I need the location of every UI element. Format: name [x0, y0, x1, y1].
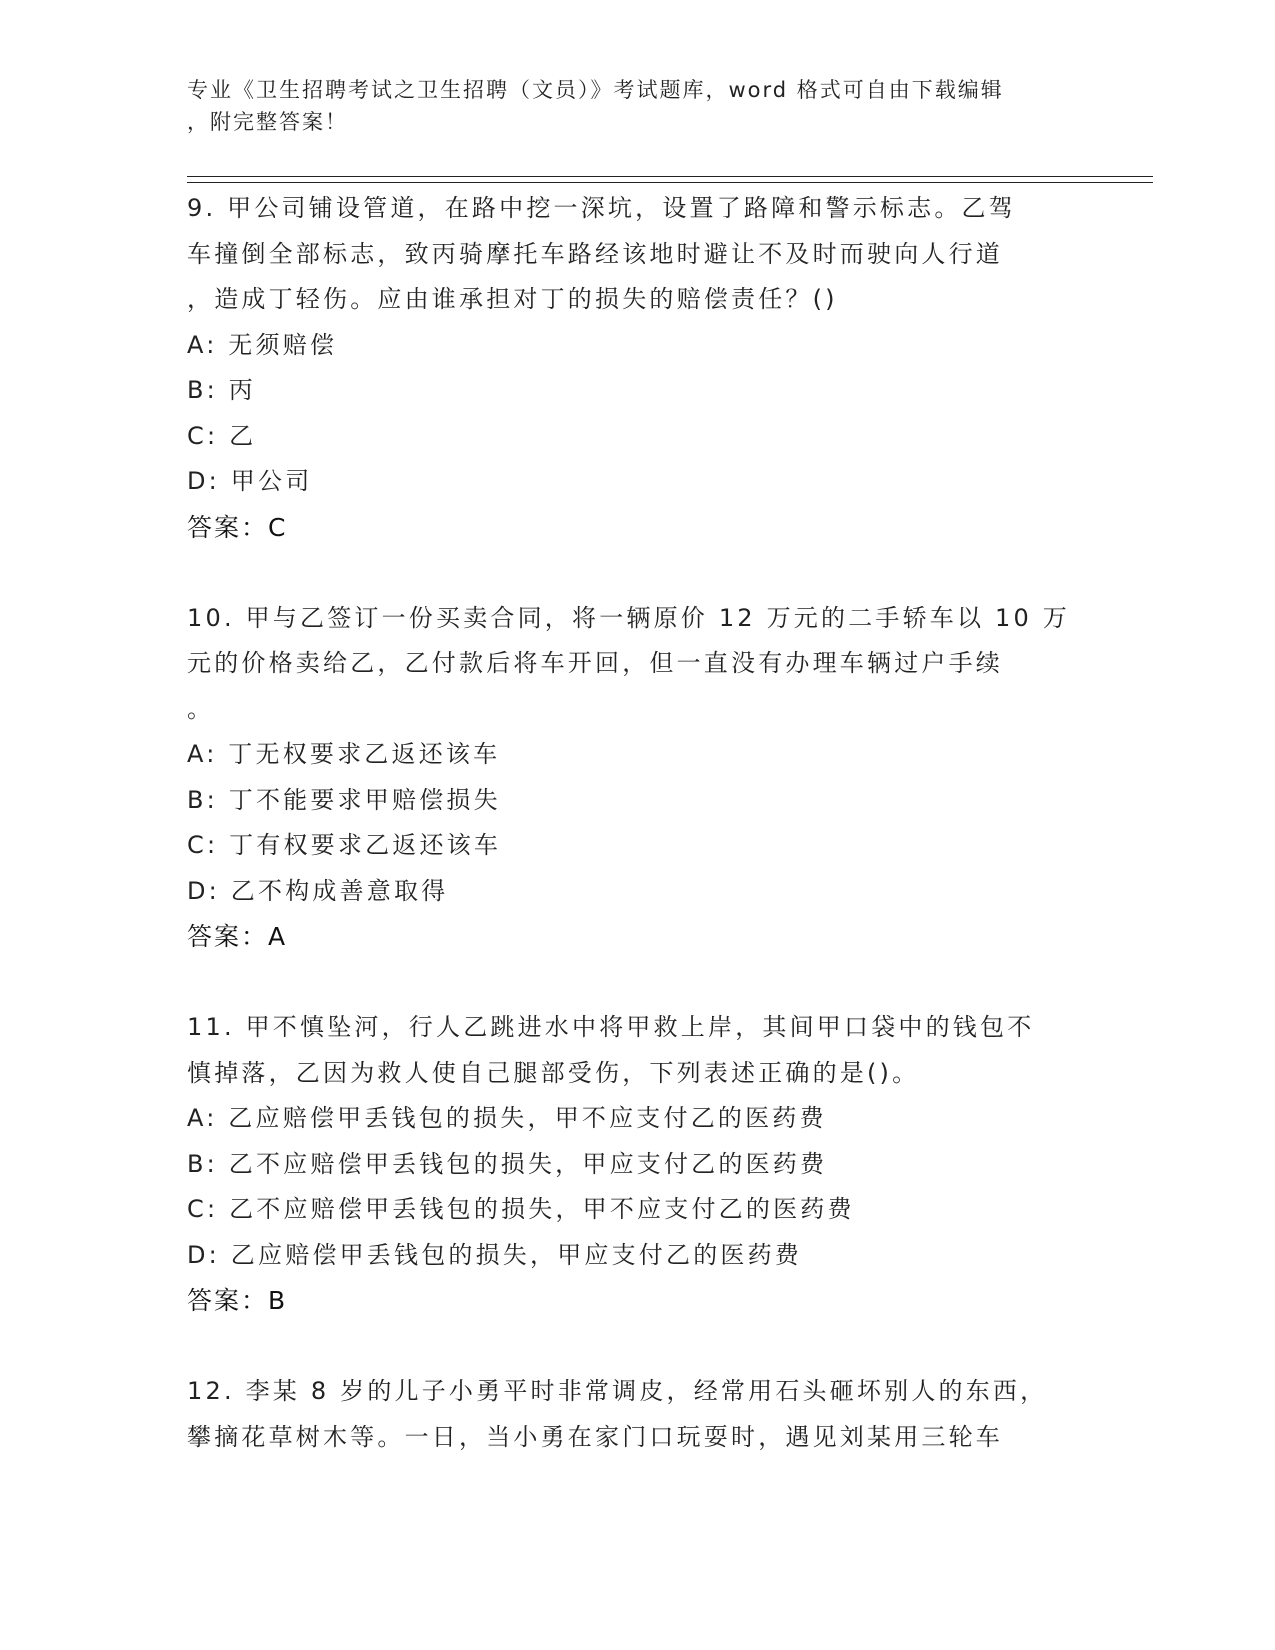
option-c: C: 乙: [187, 421, 257, 450]
question-10: [187, 596, 1087, 960]
question-stem-line: 11. 甲不慎坠河，行人乙跳进水中将甲救上岸，其间甲口袋中的钱包不: [187, 1013, 1035, 1041]
question-stem-line: 车撞倒全部标志，致丙骑摩托车路经该地时避让不及时而驶向人行道: [187, 239, 1003, 268]
option-b: B: 丙: [187, 376, 256, 404]
question-stem-line: 9. 甲公司铺设管道，在路中挖一深坑，设置了路障和警示标志。乙驾: [187, 194, 1016, 222]
question-spacer: [187, 960, 1087, 1006]
question-list: [187, 186, 1087, 1460]
header-line-1: 专业《卫生招聘考试之卫生招聘（文员）》考试题库，word 格式可自由下载编辑: [187, 78, 1004, 102]
question-stem-line: 10. 甲与乙签订一份买卖合同，将一辆原价 12 万元的二手轿车以 10 万: [187, 603, 1070, 632]
option-d: D: 甲公司: [187, 467, 313, 495]
document-header: [187, 74, 1067, 138]
option-c: C: 丁有权要求乙返还该车: [187, 831, 502, 859]
answer-line: 答案：C: [187, 512, 288, 542]
header-divider-top: [187, 176, 1153, 177]
question-stem-line: ，造成丁轻伤。应由谁承担对丁的损失的赔偿责任？(): [187, 285, 838, 313]
question-stem-line: 慎掉落，乙因为救人使自己腿部受伤，下列表述正确的是()。: [187, 1058, 920, 1087]
option-a: A: 丁无权要求乙返还该车: [187, 740, 501, 768]
option-a: A: 无须赔偿: [187, 330, 338, 359]
question-spacer: [187, 1324, 1087, 1370]
header-divider-bottom: [187, 182, 1153, 183]
question-9: [187, 186, 1087, 550]
answer-line: 答案：A: [187, 922, 288, 951]
option-c: C: 乙不应赔偿甲丢钱包的损失，甲不应支付乙的医药费: [187, 1195, 855, 1223]
option-b: B: 丁不能要求甲赔偿损失: [187, 785, 501, 814]
option-d: D: 乙应赔偿甲丢钱包的损失，甲应支付乙的医药费: [187, 1240, 802, 1269]
option-b: B: 乙不应赔偿甲丢钱包的损失，甲应支付乙的医药费: [187, 1149, 828, 1178]
question-stem-line: 。: [187, 694, 215, 723]
question-stem-line: 元的价格卖给乙，乙付款后将车开回，但一直没有办理车辆过户手续: [187, 649, 1003, 677]
option-d: D: 乙不构成善意取得: [187, 876, 449, 905]
answer-line: 答案：B: [187, 1286, 288, 1315]
question-12: [187, 1369, 1087, 1460]
question-stem-line: 攀摘花草树木等。一日，当小勇在家门口玩耍时，遇见刘某用三轮车: [187, 1422, 1003, 1451]
question-11: [187, 1005, 1087, 1324]
question-spacer: [187, 550, 1087, 596]
option-a: A: 乙应赔偿甲丢钱包的损失，甲不应支付乙的医药费: [187, 1104, 827, 1132]
header-line-2: ，附完整答案！: [187, 110, 348, 134]
question-stem-line: 12. 李某 8 岁的儿子小勇平时非常调皮，经常用石头砸坏别人的东西，: [187, 1377, 1048, 1405]
